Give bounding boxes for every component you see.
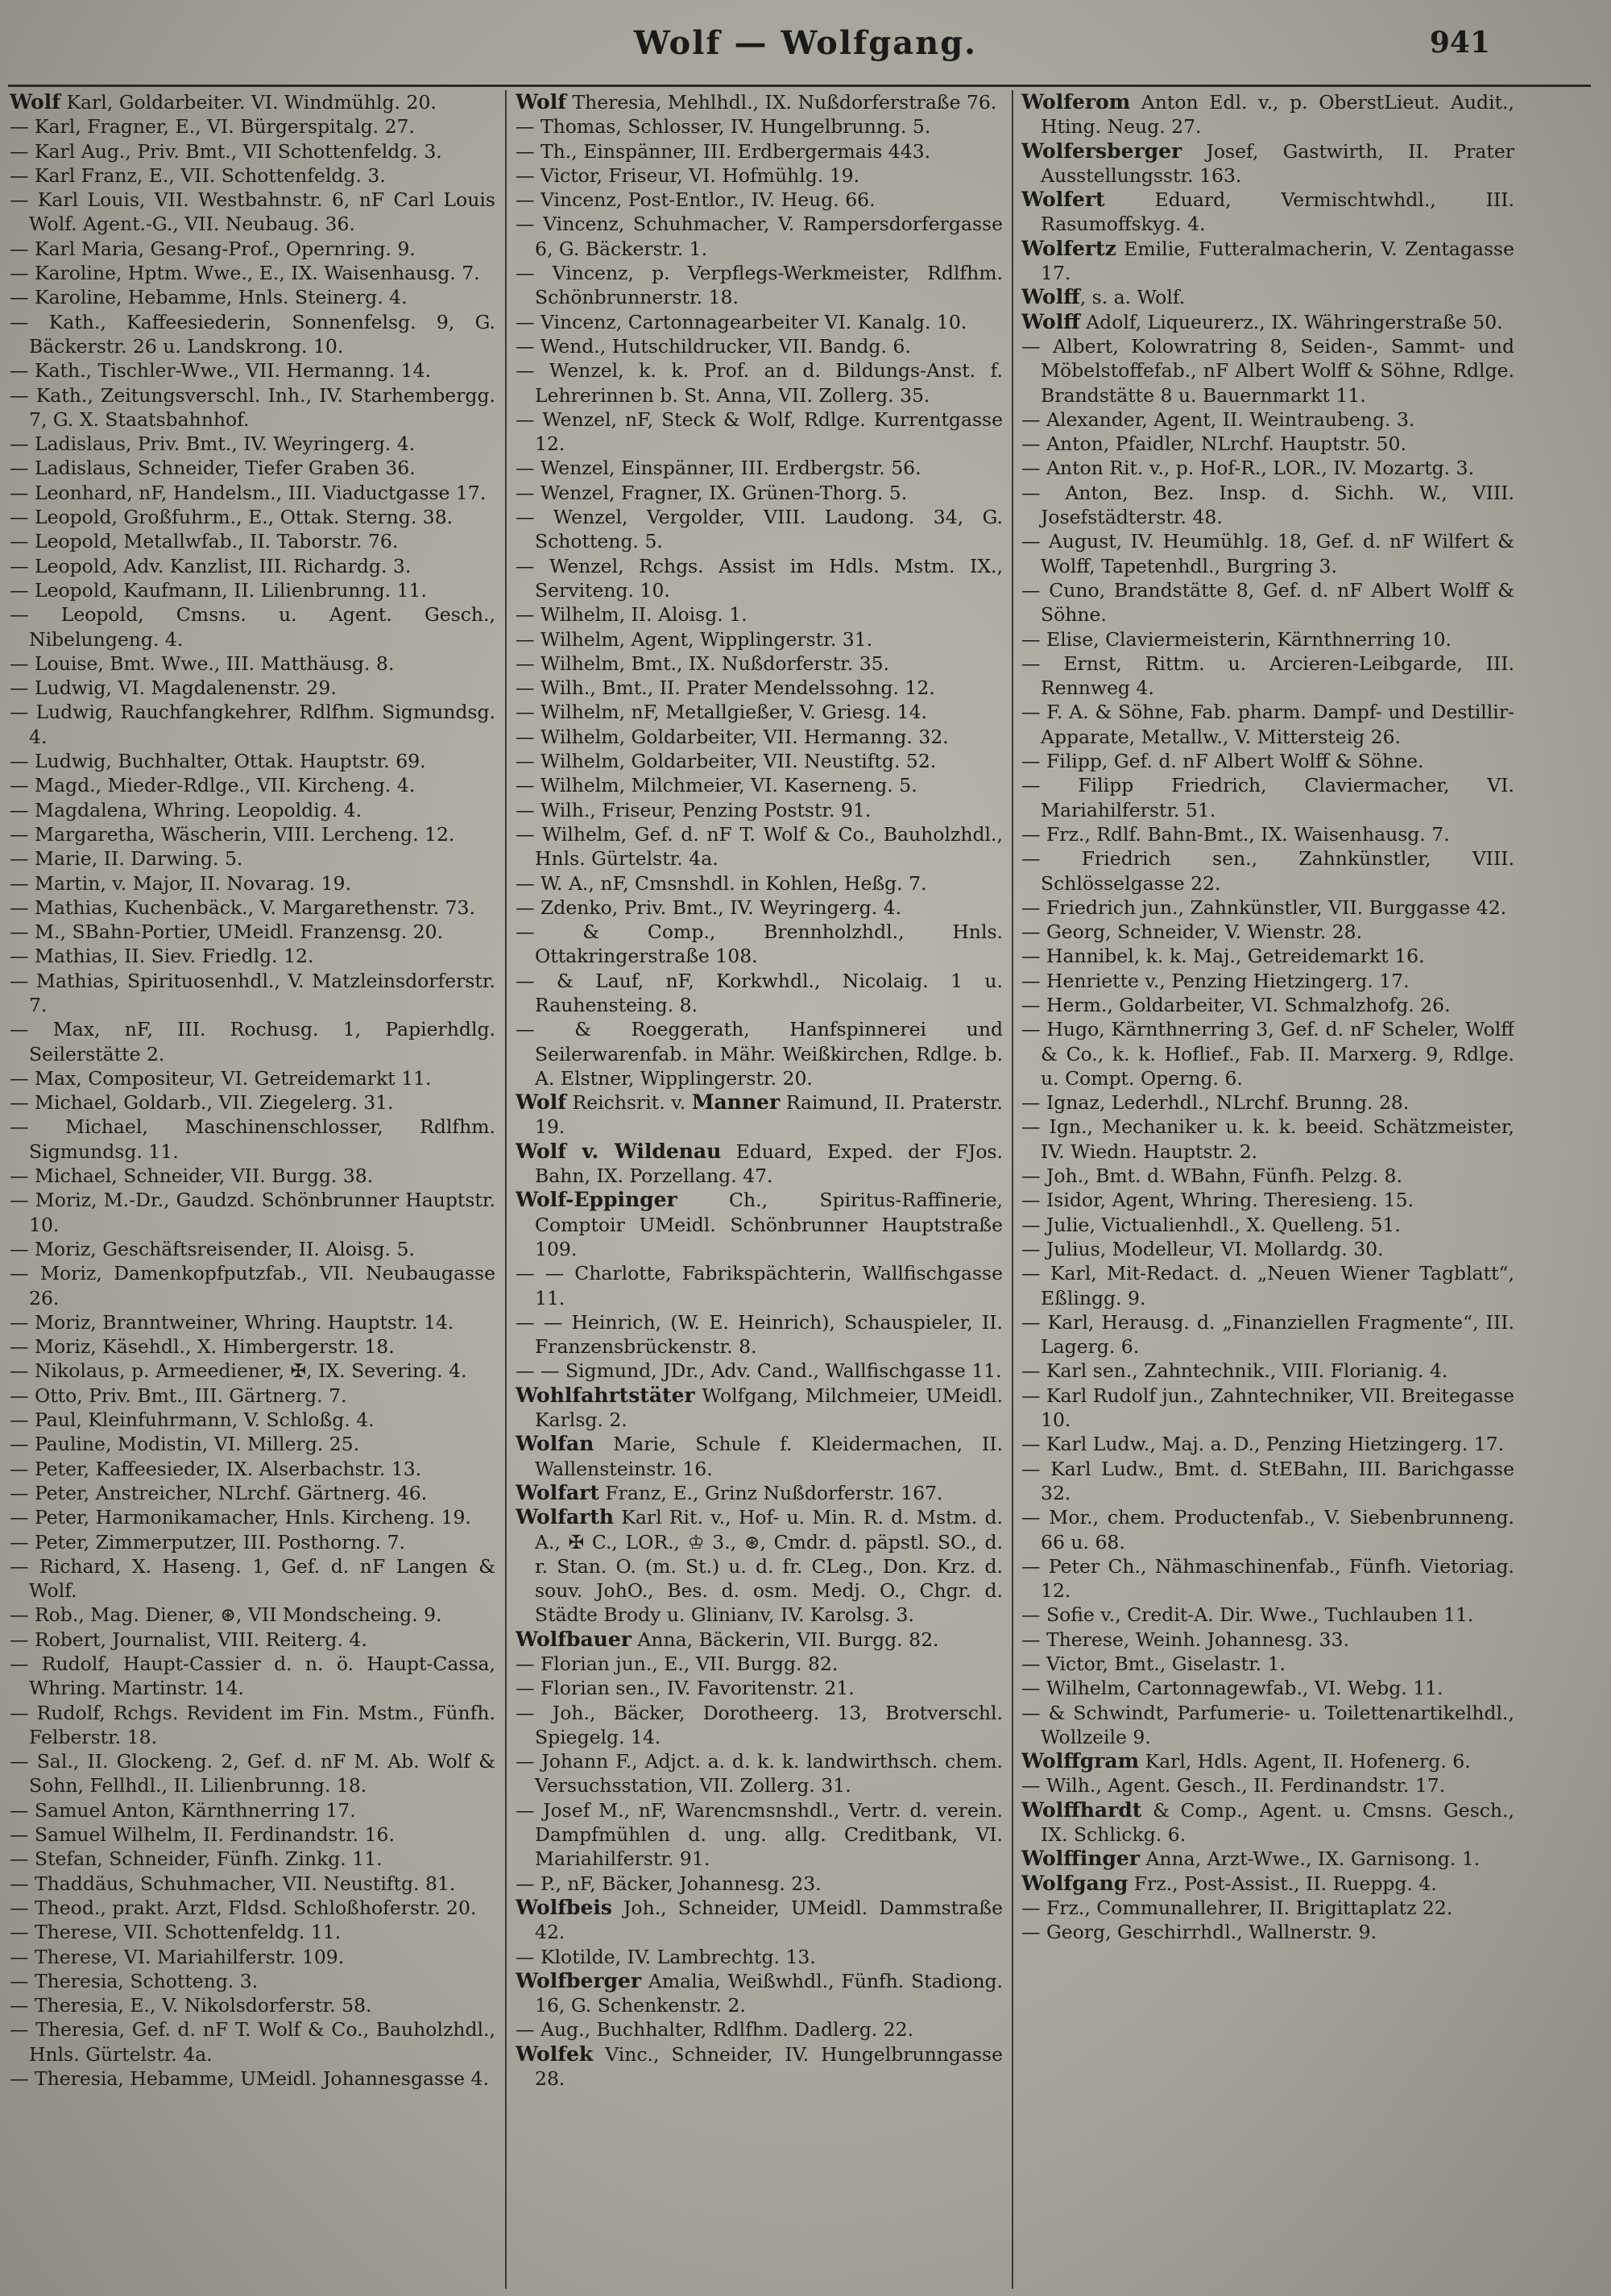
directory-entry: Wolfek Vinc., Schneider, IV. Hungelbrunngasse 28.	[516, 2042, 1003, 2091]
directory-entry: Wolffgram Karl, Hdls. Agent, II. Hofenerg. 6.	[1021, 1749, 1471, 1773]
directory-entry: — Ludwig, VI. Magdalenenstr. 29.	[10, 676, 337, 700]
directory-entry: Wolfbeis Joh., Schneider, UMeidl. Dammstraße 42.	[516, 1895, 1003, 1944]
directory-entry: — Kath., Zeitungsverschl. Inh., IV. Starhembergg. 7, G. X. Staatsbahnhof.	[10, 383, 495, 431]
directory-entry: — Marie, II. Darwing. 5.	[10, 847, 243, 871]
column-2	[516, 90, 1003, 2289]
directory-entry: — Peter, Kaffeesieder, IX. Alserbachstr. 13.	[10, 1457, 422, 1480]
column-divider	[1012, 90, 1013, 2289]
directory-entry: — — Heinrich, (W. E. Heinrich), Schauspieler, II. Franzensbrückenstr. 8.	[516, 1310, 1003, 1359]
directory-entry: — Wilh., Agent. Gesch., II. Ferdinandstr. 17.	[1021, 1774, 1446, 1797]
directory-entry: — Karl Louis, VII. Westbahnstr. 6, nF Carl Louis Wolf. Agent.-G., VII. Neubaug. 36.	[10, 188, 495, 236]
directory-entry: — Theod., prakt. Arzt, Fldsd. Schloßhoferstr. 20.	[10, 1896, 477, 1919]
directory-entry: — Anton Rit. v., p. Hof-R., LOR., IV. Mozartg. 3.	[1021, 457, 1475, 480]
directory-entry: Wolfarth Karl Rit. v., Hof- u. Min. R. d. Mstm. d. A., ✠ C., LOR., ♔ 3., ⊛, Cmdr. d. päpstl. SO., d. r. Stan. O. (m. St.) u. d. fr. CLeg., Don. Krz. d. souv. JohO., Bes. d. osm. Medj. O., Chgr. d. Städte Brody u. Glinianv, IV. Karolsg. 3.	[516, 1505, 1003, 1627]
directory-entry: — W. A., nF, Cmsnshdl. in Kohlen, Heßg. 7.	[516, 871, 927, 895]
directory-entry: — Filipp Friedrich, Claviermacher, VI. Mariahilferstr. 51.	[1021, 774, 1514, 821]
directory-entry: — Peter, Harmonikamacher, Hnls. Kircheng. 19.	[10, 1506, 471, 1529]
directory-entry: — Karl, Herausg. d. „Finanziellen Fragmente“, III. Lagerg. 6.	[1021, 1310, 1514, 1359]
directory-entry: — Henriette v., Penzing Hietzingerg. 17.	[1021, 969, 1410, 992]
directory-entry: — Robert, Journalist, VIII. Reiterg. 4.	[10, 1628, 367, 1651]
directory-entry: — Peter Ch., Nähmaschinenfab., Fünfh. Vietoriag. 12.	[1021, 1554, 1514, 1603]
directory-entry: — Wenzel, Rchgs. Assist im Hdls. Mstm. IX., Serviteng. 10.	[516, 554, 1003, 602]
directory-entry: — Friedrich sen., Zahnkünstler, VIII. Schlösselgasse 22.	[1021, 847, 1514, 895]
directory-entry: — Frz., Communallehrer, II. Brigittaplatz 22.	[1021, 1896, 1453, 1919]
directory-entry: — Georg, Schneider, V. Wienstr. 28.	[1021, 920, 1363, 944]
directory-entry: — Samuel Anton, Kärnthnerring 17.	[10, 1798, 356, 1822]
directory-entry: — Klotilde, IV. Lambrechtg. 13.	[516, 1945, 816, 1968]
directory-entry: — Theresia, Hebamme, UMeidl. Johannesgasse 4.	[10, 2067, 489, 2091]
directory-entry: — Karl, Mit-Redact. d. „Neuen Wiener Tagblatt“, Eßlingg. 9.	[1021, 1262, 1514, 1309]
directory-entry: — Wenzel, k. k. Prof. an d. Bildungs-Anst. f. Lehrerinnen b. St. Anna, VII. Zollerg. 35.	[516, 359, 1003, 407]
directory-entry: — Vincenz, Schuhmacher, V. Rampersdorfergasse 6, G. Bäckerstr. 1.	[516, 213, 1003, 260]
page-header	[0, 24, 1611, 72]
directory-entry: — Thomas, Schlosser, IV. Hungelbrunng. 5.	[516, 115, 931, 139]
directory-entry: — Leopold, Adv. Kanzlist, III. Richardg. 3.	[10, 554, 412, 577]
directory-entry: — Ignaz, Lederhdl., NLrchf. Brunng. 28.	[1021, 1091, 1410, 1115]
directory-entry: — & Lauf, nF, Korkwhdl., Nicolaig. 1 u. Rauhensteing. 8.	[516, 969, 1003, 1016]
directory-entry: — Wenzel, Einspänner, III. Erdbergstr. 56.	[516, 457, 921, 480]
directory-entry: — Anton, Pfaidler, NLrchf. Hauptstr. 50.	[1021, 432, 1406, 456]
directory-entry: Wolfgang Frz., Post-Assist., II. Rueppg. 4.	[1021, 1871, 1437, 1895]
directory-entry: — Moriz, Käsehdl., X. Himbergerstr. 18.	[10, 1335, 395, 1359]
directory-entry: Wolf-Eppinger Ch., Spiritus-Raffinerie, Comptoir UMeidl. Schönbrunner Hauptstraße 109.	[516, 1188, 1003, 1260]
directory-entry: Wolffhardt & Comp., Agent. u. Cmsns. Gesch., IX. Schlickg. 6.	[1021, 1797, 1514, 1847]
directory-entry: — Kath., Tischler-Wwe., VII. Hermanng. 14.	[10, 359, 432, 383]
directory-entry: — Wilhelm, nF, Metallgießer, V. Griesg. 14.	[516, 701, 928, 724]
directory-entry: Wolff, s. a. Wolf.	[1021, 285, 1186, 309]
directory-entry: — Max, nF, III. Rochusg. 1, Papierhdlg. Seilerstätte 2.	[10, 1018, 495, 1065]
directory-entry: — Leopold, Großfuhrm., E., Ottak. Sterng. 38.	[10, 506, 453, 529]
directory-entry: — Wilhelm, Milchmeier, VI. Kaserneng. 5.	[516, 774, 917, 797]
directory-entry: — Josef M., nF, Warencmsnshdl., Vertr. d. verein. Dampfmühlen d. ung. allg. Creditbank, VI. Mariahilferstr. 91.	[516, 1798, 1003, 1871]
directory-entry: — Karl Rudolf jun., Zahntechniker, VII. Breitegasse 10.	[1021, 1384, 1514, 1432]
directory-entry: Wolfart Franz, E., Grinz Nußdorferstr. 167.	[516, 1480, 943, 1504]
directory-entry: — Karoline, Hptm. Wwe., E., IX. Waisenhausg. 7.	[10, 262, 480, 285]
directory-entry: — Therese, Weinh. Johannesg. 33.	[1021, 1628, 1349, 1651]
directory-entry: — Theresia, Gef. d. nF T. Wolf & Co., Bauholzhdl., Hnls. Gürtelstr. 4a.	[10, 2018, 495, 2066]
directory-entry: — Pauline, Modistin, VI. Millerg. 25.	[10, 1433, 360, 1456]
directory-entry: — Peter, Zimmerputzer, III. Posthorng. 7.	[10, 1530, 405, 1553]
directory-entry: — P., nF, Bäcker, Johannesg. 23.	[516, 1872, 822, 1895]
directory-entry: — Peter, Anstreicher, NLrchf. Gärtnerg. 46.	[10, 1481, 428, 1504]
directory-entry: Wolfersberger Josef, Gastwirth, II. Prater Ausstellungsstr. 163.	[1021, 139, 1514, 187]
directory-entry: Wolff Adolf, Liqueurerz., IX. Währingerstraße 50.	[1021, 309, 1503, 333]
directory-entry: — Louise, Bmt. Wwe., III. Matthäusg. 8.	[10, 652, 395, 675]
directory-entry: — & Comp., Brennholzhdl., Hnls. Ottakringerstraße 108.	[516, 920, 1003, 968]
directory-entry: — — Charlotte, Fabrikspächterin, Wallfischgasse 11.	[516, 1262, 1003, 1309]
directory-entry: — Alexander, Agent, II. Weintraubeng. 3.	[1021, 407, 1415, 431]
directory-entry: — Rudolf, Rchgs. Revident im Fin. Mstm., Fünfh. Felberstr. 18.	[10, 1701, 495, 1748]
directory-entry: — Rudolf, Haupt-Cassier d. n. ö. Haupt-Cassa, Whring. Martinstr. 14.	[10, 1653, 495, 1700]
directory-entry: — Vincenz, Cartonnagearbeiter VI. Kanalg. 10.	[516, 310, 967, 333]
directory-entry: — Florian jun., E., VII. Burgg. 82.	[516, 1653, 839, 1675]
directory-entry: — Herm., Goldarbeiter, VI. Schmalzhofg. 26.	[1021, 993, 1451, 1016]
directory-entry: — Wilh., Bmt., II. Prater Mendelssohng. 12.	[516, 676, 935, 700]
directory-entry: — Hugo, Kärnthnerring 3, Gef. d. nF Scheler, Wolff & Co., k. k. Hoflief., Fab. II. Marxerg. 9, Rdlge. u. Compt. Operng. 6.	[1021, 1018, 1514, 1090]
directory-entry: — Leopold, Kaufmann, II. Lilienbrunng. 11.	[10, 578, 427, 602]
directory-entry: — Georg, Geschirrhdl., Wallnerstr. 9.	[1021, 1921, 1377, 1944]
column-divider	[505, 90, 507, 2289]
directory-entry: — Mathias, II. Siev. Friedlg. 12.	[10, 945, 314, 968]
directory-entry: — Therese, VI. Mariahilferstr. 109.	[10, 1945, 345, 1968]
directory-entry: — Max, Compositeur, VI. Getreidemarkt 11.	[10, 1066, 432, 1090]
directory-entry: — Stefan, Schneider, Fünfh. Zinkg. 11.	[10, 1847, 383, 1871]
directory-entry: Wohlfahrtstäter Wolfgang, Milchmeier, UMeidl. Karlsg. 2.	[516, 1383, 1003, 1432]
directory-entry: — Anton, Bez. Insp. d. Sichh. W., VIII. Josefstädterstr. 48.	[1021, 481, 1514, 529]
directory-entry: Wolf v. Wildenau Eduard, Exped. der FJos. Bahn, IX. Porzellang. 47.	[516, 1139, 1003, 1188]
directory-entry: — Johann F., Adjct. a. d. k. k. landwirthsch. chem. Versuchsstation, VII. Zollerg. 31.	[516, 1750, 1003, 1797]
directory-entry: Wolfan Marie, Schule f. Kleidermachen, II. Wallensteinstr. 16.	[516, 1432, 1003, 1480]
directory-entry: — Thaddäus, Schuhmacher, VII. Neustiftg. 81.	[10, 1872, 456, 1895]
directory-entry: — Samuel Wilhelm, II. Ferdinandstr. 16.	[10, 1823, 395, 1847]
directory-entry: Wolferom Anton Edl. v., p. OberstLieut. Audit., Hting. Neug. 27.	[1021, 90, 1514, 139]
directory-entry: — Ernst, Rittm. u. Arcieren-Leibgarde, III. Rennweg 4.	[1021, 652, 1514, 700]
directory-entry: — Margaretha, Wäscherin, VIII. Lercheng. 12.	[10, 822, 455, 846]
directory-entry: — Karoline, Hebamme, Hnls. Steinerg. 4.	[10, 286, 408, 309]
directory-entry: — Moriz, M.-Dr., Gaudzd. Schönbrunner Hauptstr. 10.	[10, 1189, 495, 1236]
directory-entry: Wolf Reichsrit. v. Manner Raimund, II. Praterstr. 19.	[516, 1090, 1003, 1139]
directory-entry: — Theresia, E., V. Nikolsdorferstr. 58.	[10, 1994, 372, 2017]
directory-entry: — Wenzel, Fragner, IX. Grünen-Thorg. 5.	[516, 481, 908, 504]
directory-entry: — Moriz, Damenkopfputzfab., VII. Neubaugasse 26.	[10, 1262, 495, 1309]
directory-entry: — & Roeggerath, Hanfspinnerei und Seilerwarenfab. in Mähr. Weißkirchen, Rdlge. b. A. Elstner, Wipplingerstr. 20.	[516, 1018, 1003, 1090]
directory-entry: — Karl Ludw., Maj. a. D., Penzing Hietzingerg. 17.	[1021, 1433, 1505, 1456]
directory-entry: — Ludwig, Rauchfangkehrer, Rdlfhm. Sigmundsg. 4.	[10, 701, 495, 748]
directory-entry: Wolfberger Amalia, Weißwhdl., Fünfh. Stadiong. 16, G. Schenkenstr. 2.	[516, 1968, 1003, 2017]
directory-entry: — Leonhard, nF, Handelsm., III. Viaductgasse 17.	[10, 481, 487, 504]
directory-entry: — Joh., Bmt. d. WBahn, Fünfh. Pelzg. 8.	[1021, 1165, 1402, 1188]
running-title: Wolf — Wolfgang.	[633, 24, 978, 62]
directory-entry: — Leopold, Cmsns. u. Agent. Gesch., Nibelungeng. 4.	[10, 603, 495, 651]
directory-entry: — Wend., Hutschildrucker, VII. Bandg. 6.	[516, 334, 911, 358]
header-rule	[8, 85, 1591, 87]
directory-entry: Wolffinger Anna, Arzt-Wwe., IX. Garnisong. 1.	[1021, 1847, 1481, 1871]
directory-entry: — Vincenz, Post-Entlor., IV. Heug. 66.	[516, 188, 876, 212]
directory-entry: — Joh., Bäcker, Dorotheerg. 13, Brotverschl. Spiegelg. 14.	[516, 1701, 1003, 1748]
directory-entry: — Magd., Mieder-Rdlge., VII. Kircheng. 4.	[10, 774, 416, 797]
directory-entry: — Hannibel, k. k. Maj., Getreidemarkt 16.	[1021, 945, 1425, 968]
directory-entry: — Zdenko, Priv. Bmt., IV. Weyringerg. 4.	[516, 896, 902, 919]
column-1	[10, 90, 495, 2289]
directory-entry: — Th., Einspänner, III. Erdbergermais 443.	[516, 139, 931, 163]
column-3	[1021, 90, 1514, 2289]
directory-entry: — Rob., Mag. Diener, ⊛, VII Mondscheing. 9.	[10, 1603, 442, 1627]
directory-entry: — M., SBahn-Portier, UMeidl. Franzensg. 20.	[10, 920, 444, 944]
directory-entry: — Frz., Rdlf. Bahn-Bmt., IX. Waisenhausg. 7.	[1021, 822, 1450, 846]
directory-entry: — Sal., II. Glockeng. 2, Gef. d. nF M. Ab. Wolf & Sohn, Fellhdl., II. Lilienbrunng. 18.	[10, 1750, 495, 1797]
directory-entry: — — Sigmund, JDr., Adv. Cand., Wallfischgasse 11.	[516, 1359, 1002, 1383]
directory-entry: — Wilhelm, Cartonnagewfab., VI. Webg. 11.	[1021, 1677, 1443, 1700]
directory-entry: — Victor, Bmt., Giselastr. 1.	[1021, 1653, 1286, 1675]
directory-entry: — & Schwindt, Parfumerie- u. Toilettenartikelhdl., Wollzeile 9.	[1021, 1701, 1514, 1748]
page-number: 941	[1429, 26, 1490, 60]
directory-entry: Wolf Karl, Goldarbeiter. VI. Windmühlg. 20.	[10, 90, 437, 114]
directory-entry: — Wilhelm, Goldarbeiter, VII. Neustiftg. 52.	[516, 750, 937, 773]
directory-entry: — Therese, VII. Schottenfeldg. 11.	[10, 1921, 342, 1944]
directory-entry: — Karl Aug., Priv. Bmt., VII Schottenfeldg. 3.	[10, 139, 442, 163]
directory-entry: Wolfert Eduard, Vermischtwhdl., III. Rasumoffskyg. 4.	[1021, 188, 1514, 236]
directory-entry: — Wenzel, nF, Steck & Wolf, Rdlge. Kurrentgasse 12.	[516, 407, 1003, 456]
directory-entry: — Richard, X. Haseng. 1, Gef. d. nF Langen & Wolf.	[10, 1554, 495, 1603]
directory-entry: — Ludwig, Buchhalter, Ottak. Hauptstr. 69.	[10, 750, 426, 773]
directory-entry: — Moriz, Branntweiner, Whring. Hauptstr. 14.	[10, 1310, 454, 1334]
directory-entry: — Wilhelm, II. Aloisg. 1.	[516, 603, 748, 627]
directory-entry: — Otto, Priv. Bmt., III. Gärtnerg. 7.	[10, 1384, 347, 1407]
directory-entry: — Kath., Kaffeesiederin, Sonnenfelsg. 9, G. Bäckerstr. 26 u. Landskrong. 10.	[10, 310, 495, 358]
directory-entry: — Martin, v. Major, II. Novarag. 19.	[10, 871, 351, 895]
directory-entry: — Mathias, Kuchenbäck., V. Margarethenstr. 73.	[10, 896, 475, 919]
directory-entry: Wolfertz Emilie, Futteralmacherin, V. Zentagasse 17.	[1021, 236, 1514, 285]
directory-entry: — Michael, Schneider, VII. Burgg. 38.	[10, 1165, 374, 1188]
directory-entry: Wolf Theresia, Mehlhdl., IX. Nußdorferstraße 76.	[516, 90, 997, 114]
directory-entry: Wolfbauer Anna, Bäckerin, VII. Burgg. 82.	[516, 1627, 939, 1651]
directory-entry: — Victor, Friseur, VI. Hofmühlg. 19.	[516, 163, 860, 187]
directory-entry: — Wilhelm, Agent, Wipplingerstr. 31.	[516, 627, 873, 651]
directory-entry: — Florian sen., IV. Favoritenstr. 21.	[516, 1677, 855, 1700]
directory-entry: — Mathias, Spirituosenhdl., V. Matzleinsdorferstr. 7.	[10, 969, 495, 1016]
directory-entry: — Ign., Mechaniker u. k. k. beeid. Schätzmeister, IV. Wiedn. Hauptstr. 2.	[1021, 1115, 1514, 1163]
directory-entry: — Sofie v., Credit-A. Dir. Wwe., Tuchlauben 11.	[1021, 1603, 1474, 1627]
directory-entry: — Elise, Claviermeisterin, Kärnthnerring 10.	[1021, 627, 1452, 651]
directory-entry: — Michael, Maschinenschlosser, Rdlfhm. Sigmundsg. 11.	[10, 1115, 495, 1163]
directory-entry: — Karl Maria, Gesang-Prof., Opernring. 9.	[10, 237, 416, 260]
directory-entry: — Isidor, Agent, Whring. Theresieng. 15.	[1021, 1189, 1414, 1212]
directory-entry: — Mor., chem. Productenfab., V. Siebenbrunneng. 66 u. 68.	[1021, 1506, 1514, 1553]
directory-entry: — August, IV. Heumühlg. 18, Gef. d. nF Wilfert & Wolff, Tapetenhdl., Burgring 3.	[1021, 530, 1514, 577]
directory-entry: — Karl Franz, E., VII. Schottenfeldg. 3.	[10, 163, 386, 187]
directory-entry: — Wilh., Friseur, Penzing Poststr. 91.	[516, 798, 872, 821]
directory-entry: — Friedrich jun., Zahnkünstler, VII. Burggasse 42.	[1021, 896, 1507, 919]
directory-entry: — Karl, Fragner, E., VI. Bürgerspitalg. 27.	[10, 115, 415, 139]
directory-entry: — Theresia, Schotteng. 3.	[10, 1969, 259, 1992]
directory-entry: — Wenzel, Vergolder, VIII. Laudong. 34, G. Schotteng. 5.	[516, 506, 1003, 553]
directory-entry: — Julius, Modelleur, VI. Mollardg. 30.	[1021, 1237, 1384, 1260]
directory-entry: — Leopold, Metallwfab., II. Taborstr. 76.	[10, 530, 399, 553]
directory-entry: — Julie, Victualienhdl., X. Quelleng. 51.	[1021, 1213, 1401, 1236]
directory-entry: — Albert, Kolowratring 8, Seiden-, Sammt- und Möbelstoffefab., nF Albert Wolff & Söhne, Rdlge. Brandstätte 8 u. Bauernmarkt 11.	[1021, 334, 1514, 407]
directory-entry: — Cuno, Brandstätte 8, Gef. d. nF Albert Wolff & Söhne.	[1021, 578, 1514, 627]
directory-entry: — Paul, Kleinfuhrmann, V. Schloßg. 4.	[10, 1409, 375, 1432]
directory-entry: — Nikolaus, p. Armeediener, ✠, IX. Severing. 4.	[10, 1359, 467, 1383]
directory-entry: — Aug., Buchhalter, Rdlfhm. Dadlerg. 22.	[516, 2018, 914, 2042]
directory-entry: — Vincenz, p. Verpflegs-Werkmeister, Rdlfhm. Schönbrunnerstr. 18.	[516, 262, 1003, 309]
directory-entry: — Filipp, Gef. d. nF Albert Wolff & Söhne.	[1021, 750, 1424, 773]
directory-entry: — Karl sen., Zahntechnik., VIII. Florianig. 4.	[1021, 1359, 1448, 1383]
directory-entry: — Wilhelm, Gef. d. nF T. Wolf & Co., Bauholzhdl., Hnls. Gürtelstr. 4a.	[516, 822, 1003, 871]
directory-entry: — F. A. & Söhne, Fab. pharm. Dampf- und Destillir-Apparate, Metallw., V. Mittersteig 26.	[1021, 701, 1514, 748]
directory-entry: — Wilhelm, Goldarbeiter, VII. Hermanng. 32.	[516, 725, 949, 748]
directory-entry: — Magdalena, Whring. Leopoldig. 4.	[10, 798, 362, 821]
directory-entry: — Moriz, Geschäftsreisender, II. Aloisg. 5.	[10, 1237, 415, 1260]
directory-entry: — Karl Ludw., Bmt. d. StEBahn, III. Barichgasse 32.	[1021, 1457, 1514, 1504]
directory-entry: — Wilhelm, Bmt., IX. Nußdorferstr. 35.	[516, 652, 890, 675]
directory-entry: — Michael, Goldarb., VII. Ziegelerg. 31.	[10, 1091, 394, 1115]
directory-entry: — Ladislaus, Schneider, Tiefer Graben 36.	[10, 457, 416, 480]
directory-entry: — Ladislaus, Priv. Bmt., IV. Weyringerg. 4.	[10, 432, 416, 456]
